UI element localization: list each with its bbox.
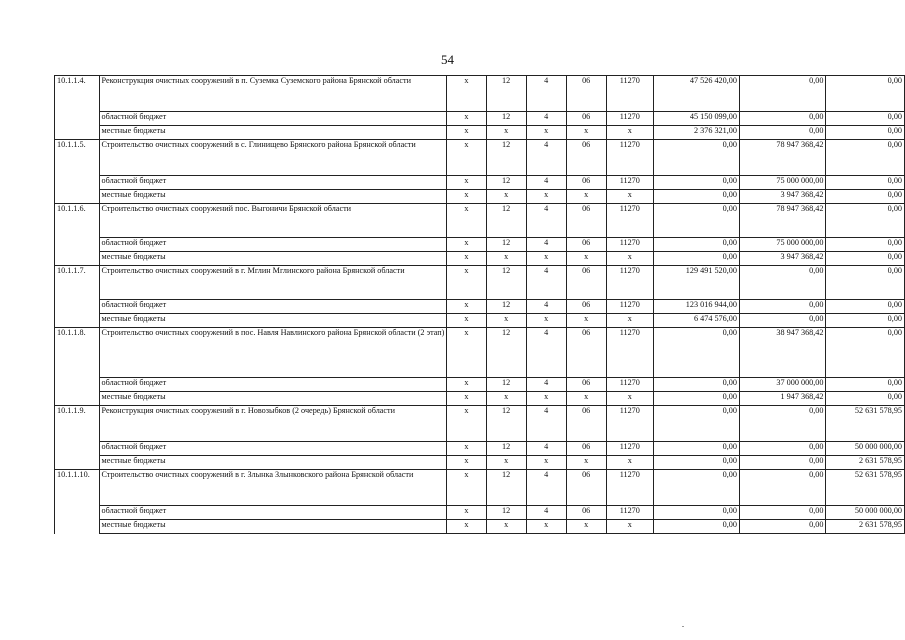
column-3-cell: 4 [526,300,566,314]
column-4-cell: 06 [566,406,606,442]
value-2020-cell: 3 947 368,42 [739,252,826,266]
column-3-cell: х [526,456,566,470]
column-5-cell: 11270 [606,140,653,176]
column-5-cell: 11270 [606,300,653,314]
value-2020-cell: 1 947 368,42 [739,392,826,406]
code-cell [55,252,100,266]
code-cell [55,112,100,126]
value-2021-cell: 50 000 000,00 [826,442,905,456]
column-5-cell: х [606,314,653,328]
column-3-cell: 4 [526,76,566,112]
column-4-cell: 06 [566,238,606,252]
column-3-cell: 4 [526,406,566,442]
value-2019-cell: 6 474 576,00 [653,314,739,328]
value-2020-cell: 0,00 [739,470,826,506]
column-5-cell: х [606,126,653,140]
code-cell [55,126,100,140]
column-2-cell: х [486,126,526,140]
column-2-cell: 12 [486,378,526,392]
code-cell [55,456,100,470]
name-cell: областной бюджет [99,506,447,520]
column-1-cell: х [447,442,486,456]
column-2-cell: 12 [486,176,526,190]
value-2021-cell: 2 631 578,95 [826,520,905,534]
value-2021-cell: 0,00 [826,176,905,190]
value-2020-cell: 0,00 [739,456,826,470]
value-2020-cell: 0,00 [739,520,826,534]
code-cell [55,238,100,252]
column-3-cell: 4 [526,266,566,300]
column-4-cell: 06 [566,300,606,314]
name-cell: областной бюджет [99,442,447,456]
column-5-cell: 11270 [606,470,653,506]
column-5-cell: 11270 [606,112,653,126]
column-3-cell: х [526,314,566,328]
column-5-cell: 11270 [606,176,653,190]
table-row-source [55,252,905,266]
name-cell: местные бюджеты [99,126,447,140]
code-cell: 10.1.1.4. [55,76,100,112]
value-2020-cell: 0,00 [739,506,826,520]
name-cell: Реконструкция очистных сооружений в г. Новозыбков (2 очередь) Брянской области [99,406,447,442]
column-2-cell: 12 [486,204,526,238]
value-2020-cell: 0,00 [739,126,826,140]
value-2021-cell: 50 000 000,00 [826,506,905,520]
column-2-cell: х [486,190,526,204]
column-5-cell: 11270 [606,406,653,442]
name-cell: местные бюджеты [99,190,447,204]
value-2020-cell: 0,00 [739,112,826,126]
value-2020-cell: 78 947 368,42 [739,140,826,176]
value-2020-cell: 75 000 000,00 [739,238,826,252]
column-2-cell: 12 [486,76,526,112]
name-cell: местные бюджеты [99,314,447,328]
name-cell: областной бюджет [99,176,447,190]
column-4-cell: х [566,314,606,328]
value-2021-cell: 0,00 [826,314,905,328]
value-2020-cell: 0,00 [739,76,826,112]
value-2020-cell: 0,00 [739,266,826,300]
code-cell [55,190,100,204]
value-2019-cell: 0,00 [653,140,739,176]
name-cell: областной бюджет [99,300,447,314]
column-2-cell: 12 [486,266,526,300]
value-2019-cell: 0,00 [653,520,739,534]
value-2019-cell: 2 376 321,00 [653,126,739,140]
column-1-cell: х [447,112,486,126]
column-2-cell: 12 [486,470,526,506]
table-row-source [55,300,905,314]
column-4-cell: х [566,252,606,266]
value-2020-cell: 75 000 000,00 [739,176,826,190]
table-row-source [55,520,905,534]
column-1-cell: х [447,520,486,534]
column-3-cell: 4 [526,442,566,456]
value-2021-cell: 0,00 [826,126,905,140]
column-2-cell: 12 [486,506,526,520]
name-cell: Строительство очистных сооружений в г. Злынка Злынковского района Брянской области [99,470,447,506]
column-5-cell: х [606,456,653,470]
column-4-cell: х [566,190,606,204]
code-cell [55,506,100,520]
name-cell: местные бюджеты [99,520,447,534]
value-2020-cell: 3 947 368,42 [739,190,826,204]
name-cell: областной бюджет [99,112,447,126]
value-2019-cell: 0,00 [653,456,739,470]
column-4-cell: 06 [566,140,606,176]
value-2020-cell: 0,00 [739,300,826,314]
value-2019-cell: 0,00 [653,238,739,252]
value-2021-cell: 52 631 578,95 [826,470,905,506]
column-1-cell: х [447,392,486,406]
name-cell: Реконструкция очистных сооружений в п. Суземка Суземского района Брянской области [99,76,447,112]
column-1-cell: х [447,314,486,328]
value-2021-cell: 0,00 [826,392,905,406]
value-2021-cell: 0,00 [826,252,905,266]
code-cell [55,176,100,190]
value-2019-cell: 0,00 [653,252,739,266]
column-3-cell: х [526,126,566,140]
column-2-cell: х [486,392,526,406]
value-2021-cell: 0,00 [826,266,905,300]
column-1-cell: х [447,300,486,314]
column-2-cell: 12 [486,300,526,314]
column-5-cell: 11270 [606,328,653,378]
column-1-cell: х [447,456,486,470]
column-1-cell: х [447,328,486,378]
column-1-cell: х [447,470,486,506]
value-2019-cell: 0,00 [653,176,739,190]
value-2020-cell: 37 000 000,00 [739,378,826,392]
column-1-cell: х [447,238,486,252]
column-4-cell: х [566,126,606,140]
column-1-cell: х [447,252,486,266]
column-3-cell: 4 [526,176,566,190]
table-row-item [55,470,905,506]
value-2019-cell: 0,00 [653,204,739,238]
column-1-cell: х [447,266,486,300]
column-5-cell: 11270 [606,204,653,238]
column-4-cell: 06 [566,328,606,378]
column-5-cell: 11270 [606,378,653,392]
column-2-cell: 12 [486,406,526,442]
value-2019-cell: 0,00 [653,328,739,378]
code-cell [55,520,100,534]
table-row-item [55,140,905,176]
table-row-source [55,112,905,126]
column-5-cell: 11270 [606,506,653,520]
column-5-cell: х [606,392,653,406]
value-2021-cell: 0,00 [826,378,905,392]
table-row-source [55,314,905,328]
value-2019-cell: 0,00 [653,442,739,456]
column-2-cell: х [486,314,526,328]
column-1-cell: х [447,140,486,176]
code-cell: 10.1.1.10. [55,470,100,506]
column-4-cell: 06 [566,76,606,112]
column-1-cell: х [447,378,486,392]
table-row-item [55,266,905,300]
column-1-cell: х [447,406,486,442]
value-2019-cell: 123 016 944,00 [653,300,739,314]
value-2019-cell: 0,00 [653,506,739,520]
column-5-cell: 11270 [606,76,653,112]
column-4-cell: 06 [566,204,606,238]
name-cell: местные бюджеты [99,392,447,406]
column-3-cell: 4 [526,112,566,126]
column-3-cell: х [526,252,566,266]
value-2020-cell: 38 947 368,42 [739,328,826,378]
value-2021-cell: 0,00 [826,190,905,204]
code-cell: 10.1.1.7. [55,266,100,300]
value-2020-cell: 0,00 [739,314,826,328]
name-cell: Строительство очистных сооружений в г. Мглин Мглинского района Брянской области [99,266,447,300]
value-2020-cell: 78 947 368,42 [739,204,826,238]
column-2-cell: 12 [486,112,526,126]
column-2-cell: х [486,252,526,266]
column-1-cell: х [447,190,486,204]
value-2019-cell: 0,00 [653,470,739,506]
code-cell: 10.1.1.6. [55,204,100,238]
code-cell [55,442,100,456]
code-cell: 10.1.1.8. [55,328,100,378]
column-3-cell: 4 [526,470,566,506]
value-2021-cell: 0,00 [826,238,905,252]
column-1-cell: х [447,76,486,112]
column-3-cell: х [526,520,566,534]
column-2-cell: х [486,520,526,534]
column-3-cell: 4 [526,238,566,252]
column-5-cell: х [606,520,653,534]
column-4-cell: 06 [566,378,606,392]
budget-table [54,75,905,534]
code-cell [55,300,100,314]
name-cell: Строительство очистных сооружений в пос. Навля Навлинского района Брянской области (2 этап) [99,328,447,378]
column-3-cell: 4 [526,328,566,378]
column-3-cell: 4 [526,506,566,520]
table-row-source [55,238,905,252]
page-number: 54 [441,52,454,67]
value-2019-cell: 47 526 420,00 [653,76,739,112]
table-row-source [55,126,905,140]
column-1-cell: х [447,204,486,238]
column-4-cell: 06 [566,176,606,190]
table-row-item [55,76,905,112]
table-row-source [55,176,905,190]
code-cell [55,314,100,328]
value-2021-cell: 0,00 [826,140,905,176]
table-row-source [55,378,905,392]
table-row-source [55,190,905,204]
column-4-cell: 06 [566,442,606,456]
value-2019-cell: 45 150 099,00 [653,112,739,126]
name-cell: местные бюджеты [99,456,447,470]
column-1-cell: х [447,126,486,140]
name-cell: местные бюджеты [99,252,447,266]
scan-speck [682,626,684,627]
column-4-cell: х [566,456,606,470]
value-2019-cell: 0,00 [653,392,739,406]
column-4-cell: 06 [566,506,606,520]
value-2021-cell: 0,00 [826,300,905,314]
value-2019-cell: 0,00 [653,190,739,204]
value-2021-cell: 0,00 [826,204,905,238]
name-cell: Строительство очистных сооружений пос. Выгоничи Брянской области [99,204,447,238]
column-5-cell: х [606,190,653,204]
table-row-source [55,392,905,406]
value-2021-cell: 0,00 [826,76,905,112]
column-5-cell: 11270 [606,238,653,252]
column-5-cell: 11270 [606,266,653,300]
column-2-cell: 12 [486,140,526,176]
value-2021-cell: 52 631 578,95 [826,406,905,442]
column-2-cell: 12 [486,442,526,456]
value-2020-cell: 0,00 [739,406,826,442]
column-2-cell: х [486,456,526,470]
column-2-cell: 12 [486,328,526,378]
column-4-cell: х [566,392,606,406]
code-cell: 10.1.1.9. [55,406,100,442]
column-1-cell: х [447,176,486,190]
column-2-cell: 12 [486,238,526,252]
value-2019-cell: 0,00 [653,378,739,392]
name-cell: областной бюджет [99,238,447,252]
column-4-cell: 06 [566,266,606,300]
value-2019-cell: 129 491 520,00 [653,266,739,300]
table-row-source [55,506,905,520]
name-cell: областной бюджет [99,378,447,392]
code-cell: 10.1.1.5. [55,140,100,176]
value-2020-cell: 0,00 [739,442,826,456]
code-cell [55,378,100,392]
table-row-item [55,204,905,238]
column-4-cell: х [566,520,606,534]
column-3-cell: х [526,190,566,204]
column-5-cell: 11270 [606,442,653,456]
column-3-cell: х [526,392,566,406]
table-row-item [55,328,905,378]
table-row-source [55,442,905,456]
code-cell [55,392,100,406]
table-row-item [55,406,905,442]
column-4-cell: 06 [566,112,606,126]
table-row-source [55,456,905,470]
value-2021-cell: 0,00 [826,112,905,126]
column-3-cell: 4 [526,140,566,176]
column-1-cell: х [447,506,486,520]
value-2021-cell: 2 631 578,95 [826,456,905,470]
name-cell: Строительство очистных сооружений в с. Глинищево Брянского района Брянской области [99,140,447,176]
column-4-cell: 06 [566,470,606,506]
value-2021-cell: 0,00 [826,328,905,378]
column-3-cell: 4 [526,204,566,238]
value-2019-cell: 0,00 [653,406,739,442]
column-5-cell: х [606,252,653,266]
column-3-cell: 4 [526,378,566,392]
